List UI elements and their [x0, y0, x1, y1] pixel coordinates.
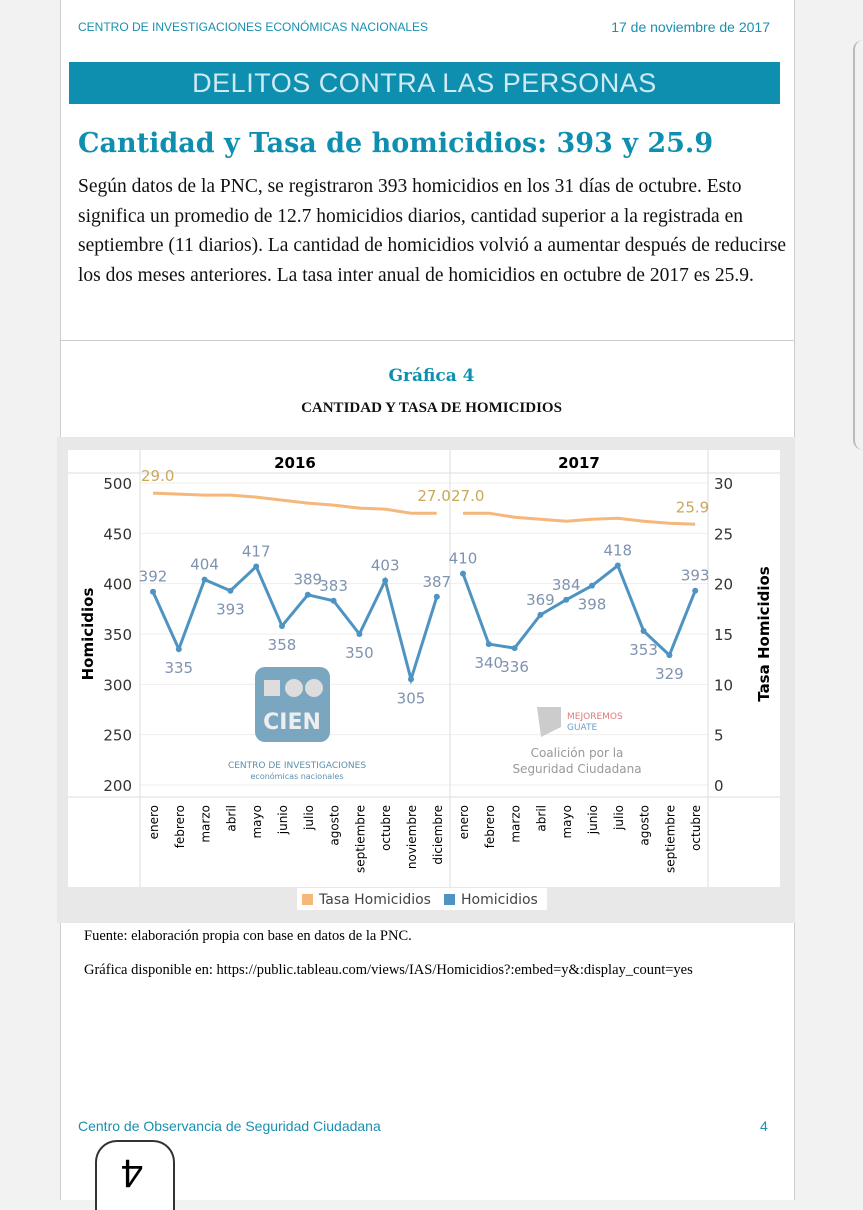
homicidios-label: 305 [396, 689, 426, 708]
homicidios-point [615, 563, 621, 569]
homicidios-label: 410 [448, 549, 478, 568]
homicidios-point [434, 594, 440, 600]
homicidios-label: 403 [370, 556, 400, 575]
homicidios-point [305, 592, 311, 598]
figure-source: Fuente: elaboración propia con base en datos de la PNC. [84, 928, 412, 944]
homicidios-point [176, 646, 182, 652]
homicidios-point [512, 645, 518, 651]
tasa-label: 25.9 [675, 498, 710, 517]
month-label: julio [301, 805, 316, 830]
y-tick-label: 200 [103, 777, 132, 795]
section-banner: DELITOS CONTRA LAS PERSONAS [69, 62, 780, 104]
y-axis-title: Homicidios [79, 587, 97, 681]
y-tick-label: 250 [103, 726, 132, 745]
homicidios-point [589, 583, 595, 589]
y2-tick-label: 0 [714, 777, 724, 795]
month-label: abril [534, 805, 549, 832]
coalicion-text: Coalición por la [530, 746, 624, 760]
y-tick-label: 400 [103, 575, 132, 594]
homicidios-point [537, 612, 543, 618]
legend-swatch [302, 894, 313, 905]
homicidios-label: 404 [190, 555, 219, 574]
homicidios-label: 358 [267, 635, 297, 654]
homicidios-point [227, 588, 233, 594]
homicidios-point [460, 571, 466, 577]
month-label: octubre [689, 805, 704, 851]
tasa-label: 27.0 [417, 487, 451, 506]
homicidios-label: 335 [164, 659, 194, 678]
homicidios-point [408, 676, 414, 682]
y-tick-label: 450 [103, 525, 132, 544]
month-label: enero [457, 805, 471, 840]
homicidios-label: 340 [474, 654, 504, 673]
month-label: marzo [198, 805, 213, 843]
month-label: agosto [637, 805, 652, 846]
homicidios-point [486, 641, 492, 647]
month-label: septiembre [353, 805, 368, 874]
panel-year: 2017 [558, 454, 600, 472]
mejoremos-logo-text: GUATE [567, 723, 598, 733]
homicidios-label: 393 [216, 600, 245, 619]
y2-tick-label: 5 [714, 726, 724, 745]
y2-tick-label: 25 [714, 525, 734, 544]
cien-logo-circle [285, 679, 303, 697]
y-tick-label: 300 [103, 676, 132, 695]
homicidios-point [563, 597, 569, 603]
y-tick-label: 500 [103, 475, 132, 493]
cien-logo-text: CIEN [263, 710, 321, 735]
month-label: noviembre [405, 805, 419, 870]
month-label: mayo [250, 805, 265, 839]
homicidios-label: 393 [680, 566, 710, 585]
header-date: 17 de noviembre de 2017 [611, 19, 770, 35]
homicidios-point [253, 564, 259, 570]
month-label: octubre [379, 805, 394, 851]
y2-tick-label: 30 [714, 475, 734, 493]
page-number: 4 [760, 1118, 768, 1134]
scroll-handle[interactable] [853, 40, 863, 450]
homicidios-label: 384 [551, 575, 581, 594]
homicidios-point [692, 588, 698, 594]
month-label: agosto [327, 805, 342, 846]
cien-logo-circle [305, 679, 323, 697]
y-tick-label: 350 [103, 626, 132, 644]
tasa-label: 27.0 [451, 487, 485, 506]
legend-label: Homicidios [461, 892, 538, 908]
article-title: Cantidad y Tasa de homicidios: 393 y 25.9 [78, 128, 714, 159]
homicidios-label: 389 [293, 570, 323, 589]
month-label: febrero [482, 805, 497, 849]
cien-logo-subtitle: CENTRO DE INVESTIGACIONES [227, 761, 367, 771]
homicidios-label: 398 [577, 595, 607, 614]
homicidios-point [382, 578, 388, 584]
month-label: mayo [560, 805, 575, 839]
cien-logo-square [264, 680, 280, 696]
chart-container [57, 437, 795, 923]
month-label: septiembre [663, 805, 678, 874]
homicidios-label: 387 [422, 572, 452, 591]
month-label: marzo [508, 805, 523, 843]
page-tab-number: 4 [120, 1151, 144, 1195]
homicidios-point [356, 631, 362, 637]
chart [57, 437, 795, 923]
y2-tick-label: 15 [714, 626, 734, 644]
homicidios-label: 369 [526, 590, 555, 609]
homicidios-label: 350 [345, 644, 374, 662]
figure-link[interactable]: Gráfica disponible en: https://public.tableau.com/views/IAS/Homicidios?:embed=y&:display_count=yes [84, 962, 693, 978]
cien-logo-subtitle: económicas nacionales [250, 772, 344, 781]
coalicion-text: Seguridad Ciudadana [512, 762, 642, 776]
tasa-label: 29.0 [141, 467, 175, 486]
month-label: diciembre [430, 805, 445, 865]
homicidios-point [202, 577, 208, 583]
mejoremos-logo-text: MEJOREMOS [567, 712, 623, 722]
homicidios-label: 392 [138, 567, 168, 586]
y2-axis-title: Tasa Homicidios [755, 566, 773, 702]
legend-swatch [444, 894, 455, 905]
legend-label: Tasa Homicidios [319, 892, 431, 908]
month-label: julio [611, 805, 626, 830]
y2-tick-label: 20 [714, 575, 734, 594]
homicidios-label: 353 [629, 640, 658, 659]
homicidios-label: 418 [603, 541, 633, 560]
footer-text: Centro de Observancia de Seguridad Ciudadana [78, 1118, 381, 1134]
homicidios-point [279, 623, 285, 629]
homicidios-point [150, 589, 156, 595]
panel-year: 2016 [274, 454, 316, 472]
homicidios-label: 417 [241, 542, 271, 561]
figure-label: Gráfica 4 [388, 366, 475, 386]
month-label: enero [147, 805, 161, 840]
homicidios-label: 383 [319, 576, 348, 595]
month-label: abril [224, 805, 239, 832]
homicidios-label: 336 [500, 658, 529, 677]
header-org: CENTRO DE INVESTIGACIONES ECONÓMICAS NACIONALES [78, 20, 429, 34]
month-label: junio [586, 805, 600, 835]
homicidios-label: 329 [655, 665, 684, 684]
figure-caption: CANTIDAD Y TASA DE HOMICIDIOS [301, 400, 562, 416]
month-label: junio [276, 805, 290, 835]
homicidios-point [641, 628, 647, 634]
y2-tick-label: 10 [714, 676, 734, 695]
month-label: febrero [172, 805, 187, 849]
divider [60, 340, 795, 341]
article-body: Según datos de la PNC, se registraron 393 homicidios en los 31 días de octubre. Esto significa un promedio de 12.7 homicidios diarios, cantidad superior a la registrada en septiembre (11 diarios). La cantidad de homicidios volvió a aumentar después de reducirse los dos meses anteriores. La tasa inter anual de homicidios en octubre de 2017 es 25.9. [78, 176, 787, 286]
homicidios-point [666, 652, 672, 658]
homicidios-point [331, 598, 337, 604]
